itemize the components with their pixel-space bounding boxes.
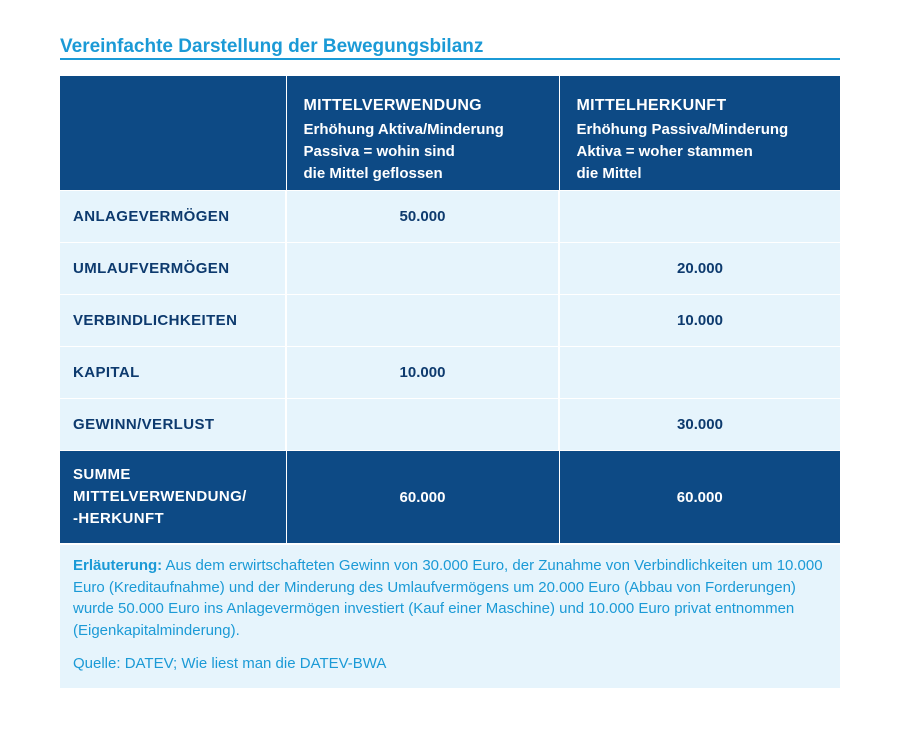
explanation-paragraph xyxy=(73,555,826,641)
source-line: Quelle: DATEV; Wie liest man die DATEV-BWA xyxy=(73,655,387,672)
sum-verwendung-value: 60.000 xyxy=(286,451,559,544)
header-title-mittelverwendung: MITTELVERWENDUNG xyxy=(303,96,482,114)
verwendung-value xyxy=(286,243,559,295)
sum-herkunft-value: 60.000 xyxy=(559,451,840,544)
herkunft-value: 30.000 xyxy=(559,399,840,451)
bewegungsbilanz-table xyxy=(60,76,840,543)
header-cell-empty xyxy=(60,76,286,191)
row-label: ANLAGEVERMÖGEN xyxy=(60,191,286,243)
sum-row xyxy=(60,451,840,544)
header-title-mittelherkunft: MITTELHERKUNFT xyxy=(576,96,727,114)
header-cell-mittelherkunft xyxy=(559,76,840,191)
verwendung-value xyxy=(286,295,559,347)
page-title: Vereinfachte Darstellung der Bewegungsbilanz xyxy=(60,36,484,57)
table-row xyxy=(60,399,840,451)
row-label: VERBINDLICHKEITEN xyxy=(60,295,286,347)
row-label: KAPITAL xyxy=(60,347,286,399)
table-header-row xyxy=(60,76,840,191)
table-row xyxy=(60,243,840,295)
header-cell-mittelverwendung xyxy=(286,76,559,191)
header-desc-mittelherkunft: Erhöhung Passiva/Minderung Aktiva = woher stammen die Mittel xyxy=(576,120,789,182)
explanation-box xyxy=(60,545,840,688)
header-desc-mittelverwendung: Erhöhung Aktiva/Minderung Passiva = wohin sind die Mittel geflossen xyxy=(303,120,504,182)
herkunft-value: 20.000 xyxy=(559,243,840,295)
row-label: UMLAUFVERMÖGEN xyxy=(60,243,286,295)
table-row xyxy=(60,295,840,347)
herkunft-value xyxy=(559,347,840,399)
verwendung-value xyxy=(286,399,559,451)
title-divider xyxy=(60,58,840,60)
row-label: GEWINN/VERLUST xyxy=(60,399,286,451)
verwendung-value: 50.000 xyxy=(286,191,559,243)
herkunft-value xyxy=(559,191,840,243)
herkunft-value: 10.000 xyxy=(559,295,840,347)
table-row xyxy=(60,191,840,243)
explanation-label: Erläuterung: xyxy=(73,557,163,574)
sum-label: SUMME MITTELVERWENDUNG/ -HERKUNFT xyxy=(60,451,286,544)
verwendung-value: 10.000 xyxy=(286,347,559,399)
explanation-text: Aus dem erwirtschafteten Gewinn von 30.000 Euro, der Zunahme von Verbindlichkeiten um 10.000 Euro (Kreditaufnahme) und der Minderung des Umlaufvermögens um 20.000 Euro (Abbau von Forderungen) wurde 50.000 Euro ins Anlagevermögen investiert (Kauf einer Maschine) und 10.000 Euro privat entnommen (Eigenkapitalminderung). xyxy=(73,557,823,639)
table-row xyxy=(60,347,840,399)
